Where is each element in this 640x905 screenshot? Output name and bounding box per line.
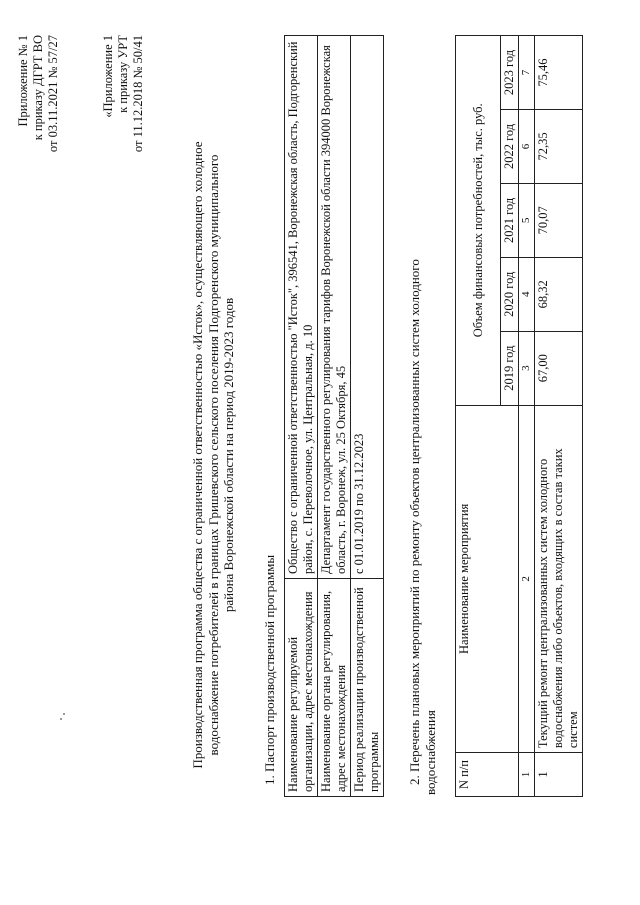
original-appendix-line: «Приложение 1 xyxy=(101,35,115,118)
title-line: водоснабжение потребителей в границах Гришевского сельского поселения Подгоренского муниципального xyxy=(205,154,221,756)
passport-value: Общество с ограниченной ответственностью "Исток", 396541, Воронежская область, Подгоренский район, с. Переволочное, ул. Центральная, д. 10 xyxy=(285,36,318,579)
appendix-line: Приложение № 1 xyxy=(16,35,30,127)
title-line: района Воронежской области на период 2019-2023 годов xyxy=(221,297,237,613)
passport-value: Департамент государственного регулирования тарифов Воронежской области 394000 Воронежская область, г. Воронеж, ул. 25 Октября, 45 xyxy=(318,36,351,579)
index-cell: 7 xyxy=(519,36,535,110)
original-appendix-line: от 11.12.2018 № 50/41 xyxy=(131,35,145,153)
year-header: 2019 год xyxy=(501,331,519,405)
section2-heading-line: водоснабжения xyxy=(422,710,438,795)
column-header-number: N п/п xyxy=(456,753,519,797)
activities-table xyxy=(455,35,583,797)
column-header-name: Наименование мероприятия xyxy=(456,405,519,752)
appendix-header xyxy=(16,35,146,245)
table-header-row xyxy=(456,36,501,797)
index-cell: 6 xyxy=(519,109,535,183)
table-row xyxy=(318,36,351,797)
finance-value: 68,32 xyxy=(535,257,583,331)
year-header: 2021 год xyxy=(501,183,519,257)
appendix-line: к приказу ДГРТ ВО xyxy=(31,35,45,141)
index-cell: 5 xyxy=(519,183,535,257)
row-number: 1 xyxy=(535,753,583,797)
index-cell: 1 xyxy=(519,753,535,797)
index-cell: 2 xyxy=(519,405,535,752)
finance-value: 75,46 xyxy=(535,36,583,110)
finance-value: 72,35 xyxy=(535,109,583,183)
index-cell: 4 xyxy=(519,257,535,331)
table-row xyxy=(351,36,384,797)
column-header-finance: Объем финансовых потребностей, тыс. руб. xyxy=(456,36,501,406)
section2-heading xyxy=(407,35,438,795)
original-appendix-line: к приказу УРТ xyxy=(116,35,130,113)
finance-value: 67,00 xyxy=(535,331,583,405)
passport-label: Наименование регулируемой организации, адрес местонахождения xyxy=(285,579,318,797)
year-header: 2020 год xyxy=(501,257,519,331)
scan-speck xyxy=(63,713,65,715)
passport-label: Период реализации производственной программы xyxy=(351,579,384,797)
section2-heading-line: 2. Перечень плановых мероприятий по ремонту объектов централизованных систем холодного xyxy=(407,259,422,785)
scan-speck xyxy=(60,718,62,720)
year-header: 2022 год xyxy=(501,109,519,183)
title-line: Производственная программа общества с ограниченной ответственностью «Исток», осуществляющего холодное xyxy=(190,141,205,769)
year-header: 2023 год xyxy=(501,36,519,110)
page-title xyxy=(190,105,237,805)
section1-heading: 1. Паспорт производственной программы xyxy=(262,554,277,785)
table-row xyxy=(535,36,583,797)
finance-value: 70,07 xyxy=(535,183,583,257)
index-row xyxy=(519,36,535,797)
activity-name: Текущий ремонт централизованных систем холодного водоснабжения либо объектов, входящих в состав таких систем xyxy=(535,405,583,752)
appendix-line: от 03.11.2021 № 57/27 xyxy=(46,35,60,153)
passport-value: с 01.01.2019 по 31.12.2023 xyxy=(351,36,384,579)
table-row xyxy=(285,36,318,797)
index-cell: 3 xyxy=(519,331,535,405)
passport-table xyxy=(284,35,384,797)
passport-label: Наименование органа регулирования, адрес местонахождения xyxy=(318,579,351,797)
